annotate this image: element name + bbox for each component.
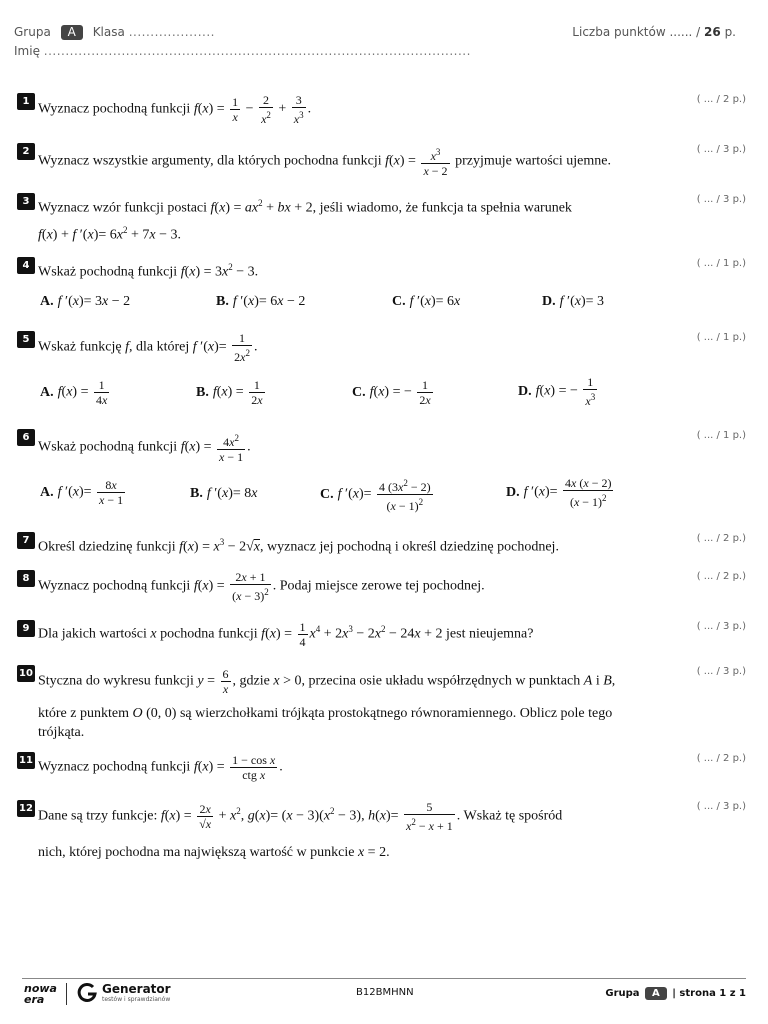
header-name — [14, 44, 471, 58]
option-c[interactable]: C. f(x) = − $\frac{1}{2x}$ — [352, 378, 431, 407]
task-text: Wyznacz pochodną funkcji f(x) = $\frac{2x + 1}{(x - 3)^2}$ . Podaj miejsce zerowe tej pochodnej. — [38, 570, 485, 603]
nowa-era-logo: nowa era — [24, 982, 57, 1006]
group-badge: A — [61, 25, 83, 40]
task-number: 1 — [17, 93, 35, 110]
option-b[interactable]: B. f ′(x)= 6x − 2 — [216, 294, 306, 309]
task-points: ( ... / 3 p.) — [696, 194, 746, 205]
task-text: Określ dziedzinę funkcji $f(x) = x^3 - 2√x$, wyznacz jej pochodną i określ dziedzinę pochodnej. — [38, 537, 559, 555]
option-c[interactable]: C. f ′(x)= 6x — [392, 294, 461, 309]
task-number: 5 — [17, 331, 35, 348]
task-text: Styczna do wykresu funkcji y = $\frac{6}{x}$ , gdzie x > 0, przecina osie układu współrzędnych w punktach A i B, — [38, 667, 616, 696]
task-text: Wskaż pochodną funkcji $f(x) = 3x^2 - 3$. — [38, 262, 259, 280]
footer-divider — [22, 978, 746, 979]
header-group — [14, 25, 215, 40]
task-points: ( ... / 3 p.) — [696, 144, 746, 155]
task-text-line2: nich, której pochodna ma największą wartość w punkcie x = 2. — [38, 845, 390, 860]
task-text-line2: które z punktem O (0, 0) są wierzchołkami trójkąta prostokątnego równoramiennego. Oblicz pole tego — [38, 706, 613, 721]
generator-icon — [76, 982, 98, 1004]
logo-divider — [66, 983, 67, 1005]
task-text: Wyznacz pochodną funkcji f(x) = $\frac{1}{x}$ − $\frac{2}{x^2}$ + $\frac{3}{x^3}$ . — [38, 93, 312, 126]
task-number: 11 — [17, 752, 35, 769]
option-d[interactable]: D. f ′(x)= 3 — [542, 294, 605, 309]
task-points: ( ... / 3 p.) — [696, 621, 746, 632]
task-points: ( ... / 1 p.) — [696, 258, 746, 269]
document-code: B12BMHNN — [356, 987, 414, 998]
option-c[interactable]: C. f ′(x)= $\frac{4 (3x^2 - 2)}{(x - 1)^2}$ — [320, 478, 431, 513]
task-text: Wyznacz wszystkie argumenty, dla których pochodna funkcji f(x) = $\frac{x^3}{x - 2}$ przyjmuje wartości ujemne. — [38, 147, 611, 178]
task-text: Wskaż funkcję f, dla której f ′(x)= $\frac{1}{2x^2}$ . — [38, 331, 258, 364]
task-number: 12 — [17, 800, 35, 817]
generator-subtitle: testów i sprawdzianów — [102, 996, 171, 1003]
group-label: Grupa — [14, 25, 51, 39]
option-b[interactable]: B. f ′(x)= 8x — [190, 486, 258, 501]
task-points: ( ... / 1 p.) — [696, 332, 746, 343]
task-points: ( ... / 3 p.) — [696, 801, 746, 812]
task-number: 10 — [17, 665, 35, 682]
task-points: ( ... / 2 p.) — [696, 94, 746, 105]
task-text: Wyznacz pochodną funkcji f(x) = 1 − cos x ctg x . — [38, 753, 283, 782]
task-points: ( ... / 1 p.) — [696, 430, 746, 441]
option-b[interactable]: B. f(x) = $\frac{1}{2x}$ — [196, 378, 263, 407]
task-text: Wskaż pochodną funkcji f(x) = $\frac{4x^2}{x - 1}$ . — [38, 433, 251, 464]
task-points: ( ... / 2 p.) — [696, 533, 746, 544]
points-unit: p. — [724, 25, 736, 39]
task-number: 2 — [17, 143, 35, 160]
task-text-line3: trójkąta. — [38, 725, 85, 740]
option-a[interactable]: A. f(x) = $\frac{1}{4x}$ — [40, 378, 108, 407]
name-dots[interactable]: ................................................................................................... — [43, 44, 471, 58]
task-points: ( ... / 2 p.) — [696, 753, 746, 764]
task-number: 7 — [17, 532, 35, 549]
generator-title: Generator — [102, 982, 171, 996]
option-a[interactable]: A. f ′(x)= $\frac{8x}{x - 1}$ — [40, 478, 124, 507]
class-dots[interactable]: .................... — [128, 25, 215, 39]
task-number: 9 — [17, 620, 35, 637]
task-text: Wyznacz wzór funkcji postaci $f(x) = ax^2$ + bx + 2, jeśli wiadomo, że funkcja ta spełnia warunek — [38, 198, 572, 216]
name-label: Imię — [14, 44, 40, 58]
task-number: 8 — [17, 570, 35, 587]
points-label: Liczba punktów ...... / — [572, 25, 701, 39]
class-label: Klasa — [92, 25, 125, 39]
option-a[interactable]: A. f ′(x)= 3x − 2 — [40, 294, 131, 309]
task-points: ( ... / 2 p.) — [696, 571, 746, 582]
task-number: 4 — [17, 257, 35, 274]
task-text: Dane są trzy funkcje: f(x) = $\frac{2x}{√x}$ + $x^2$, $g(x)= (x - 3)(x^2 - 3)$, h(x)= $\frac{5}{x^2 - x + 1}$ . Wskaż tę spośród — [38, 800, 563, 833]
task-points: ( ... / 3 p.) — [696, 666, 746, 677]
footer-page-info: Grupa A | strona 1 z 1 — [605, 988, 746, 999]
header-points — [572, 25, 736, 39]
task-formula: f(x) + f $'(x)= 6x^2 + 7x - 3$. — [38, 225, 181, 243]
points-total: 26 — [704, 25, 721, 39]
task-number: 6 — [17, 429, 35, 446]
task-text: Dla jakich wartości x pochodna funkcji f(x) = $\frac{1}{4}$ $x^4 + 2x^3 - 2x^2 - 24x + 2$ jest nieujemna? — [38, 620, 534, 649]
generator-logo — [76, 982, 98, 1004]
option-d[interactable]: D. f(x) = − $\frac{1}{x^3}$ — [518, 375, 596, 408]
option-d[interactable]: D. f ′(x)= $\frac{4x (x - 2)}{(x - 1)^2}$ — [506, 476, 612, 509]
task-number: 3 — [17, 193, 35, 210]
footer-group-badge: A — [645, 987, 667, 1000]
